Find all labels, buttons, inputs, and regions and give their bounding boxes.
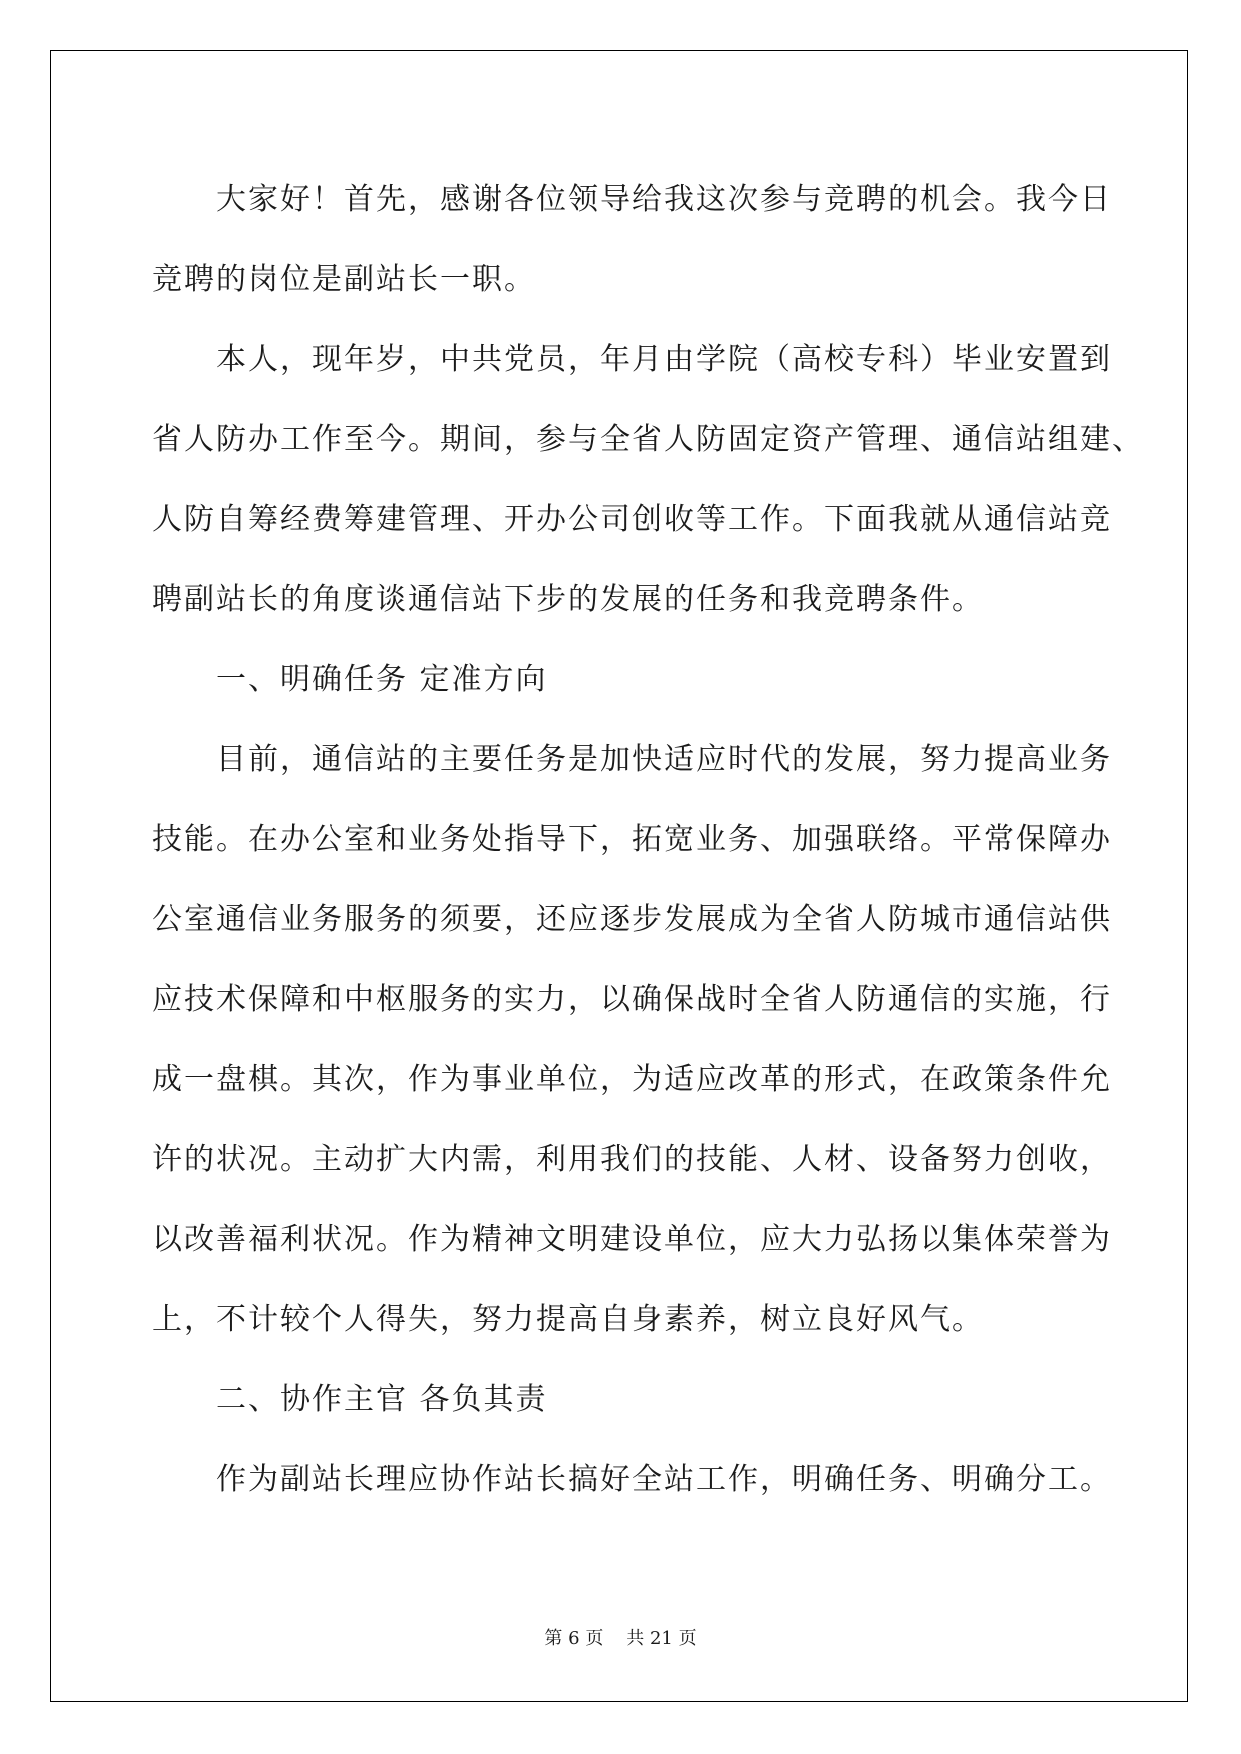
- text-line: 上，不计较个人得失，努力提高自身素养，树立良好风气。: [152, 1302, 984, 1337]
- document-body: [152, 160, 1144, 1520]
- text-line: 人防自筹经费筹建管理、开办公司创收等工作。下面我就从通信站竞: [152, 502, 1112, 537]
- section-heading: 一、明确任务 定准方向: [216, 662, 548, 697]
- text-line: 省人防办工作至今。期间，参与全省人防固定资产管理、通信站组建、: [152, 422, 1144, 457]
- page-total: 共 21 页: [626, 1628, 697, 1649]
- page-footer: [0, 1624, 1241, 1650]
- text-line: 大家好！首先，感谢各位领导给我这次参与竞聘的机会。我今日: [216, 182, 1112, 217]
- text-line: 以改善福利状况。作为精神文明建设单位，应大力弘扬以集体荣誉为: [152, 1222, 1112, 1257]
- text-line: 聘副站长的角度谈通信站下步的发展的任务和我竞聘条件。: [152, 582, 984, 617]
- text-line: 本人，现年岁，中共党员，年月由学院（高校专科）毕业安置到: [216, 342, 1112, 377]
- text-line: 成一盘棋。其次，作为事业单位，为适应改革的形式，在政策条件允: [152, 1062, 1112, 1097]
- page-number: 第 6 页: [544, 1628, 604, 1649]
- text-line: 目前，通信站的主要任务是加快适应时代的发展，努力提高业务: [216, 742, 1112, 777]
- text-line: 应技术保障和中枢服务的实力，以确保战时全省人防通信的实施，行: [152, 982, 1112, 1017]
- section-heading: 二、协作主官 各负其责: [216, 1382, 548, 1417]
- text-line: 竞聘的岗位是副站长一职。: [152, 262, 536, 297]
- text-line: 公室通信业务服务的须要，还应逐步发展成为全省人防城市通信站供: [152, 902, 1112, 937]
- text-line: 许的状况。主动扩大内需，利用我们的技能、人材、设备努力创收，: [152, 1142, 1112, 1177]
- text-line: 技能。在办公室和业务处指导下，拓宽业务、加强联络。平常保障办: [152, 822, 1112, 857]
- text-line: 作为副站长理应协作站长搞好全站工作，明确任务、明确分工。: [216, 1462, 1112, 1497]
